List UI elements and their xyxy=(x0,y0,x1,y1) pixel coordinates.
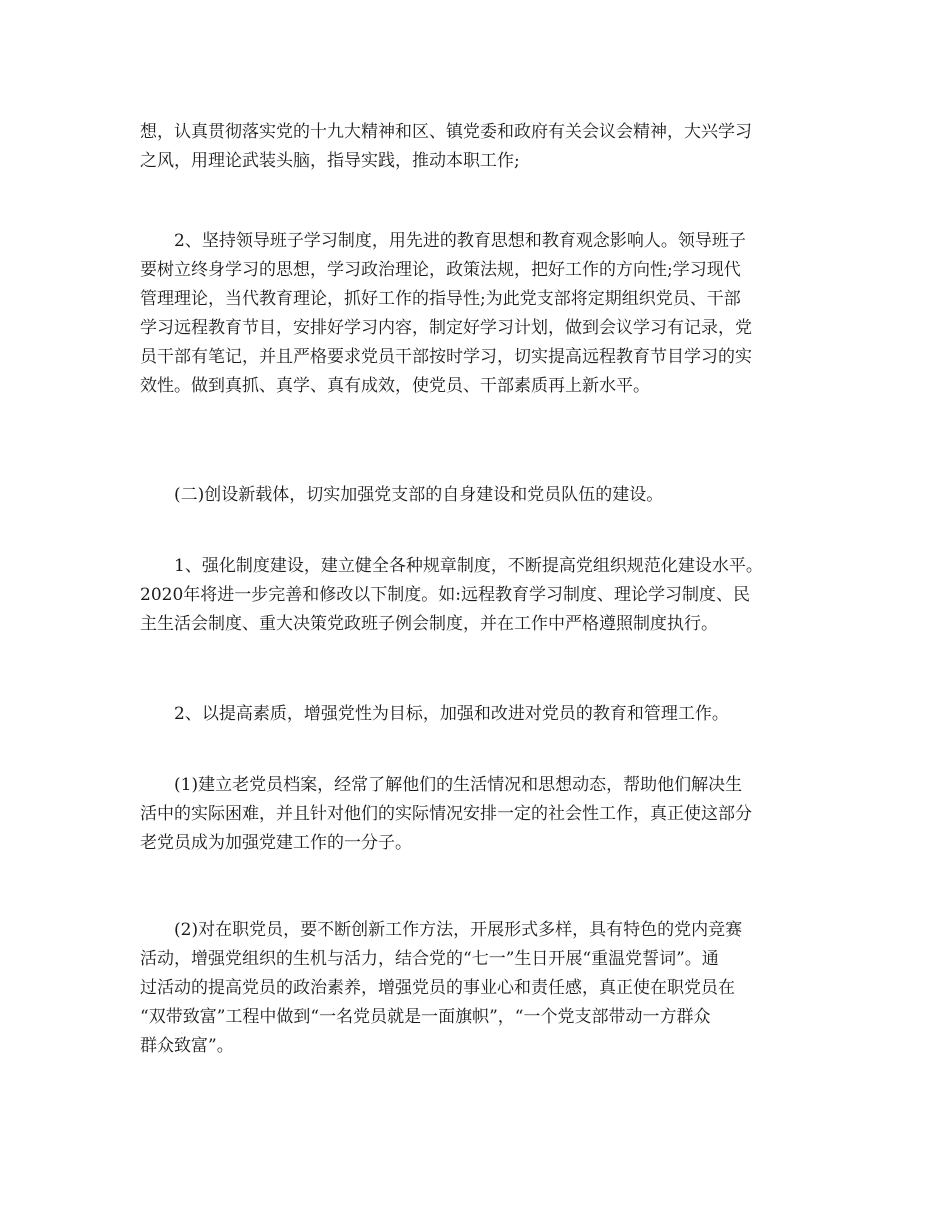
text-line: 想，认真贯彻落实党的十九大精神和区、镇党委和政府有关会议会精神，大兴学习 xyxy=(140,122,752,142)
text-line: 2020年将进一步完善和修改以下制度。如:远程教育学习制度、理论学习制度、民 xyxy=(140,585,750,605)
text-line: 学习远程教育节目，安排好学习内容，制定好学习计划，做到会议学习有记录，党 xyxy=(140,318,752,338)
text-line: 2、坚持领导班子学习制度，用先进的教育思想和教育观念影响人。领导班子 xyxy=(174,231,746,251)
text-line: 过活动的提高党员的政治素养，增强党员的事业心和责任感，真正使在职党员在 xyxy=(140,978,735,998)
paragraph-continuation xyxy=(140,118,820,176)
text-line: 老党员成为加强党建工作的一分子。 xyxy=(140,833,412,853)
paragraph-veteran-members xyxy=(140,771,820,858)
text-line: 2、以提高素质，增强党性为目标，加强和改进对党员的教育和管理工作。 xyxy=(174,704,729,724)
paragraph-study-system xyxy=(140,227,820,401)
text-line: “双带致富”工程中做到“一名党员就是一面旗帜”，“一个党支部带动一方群众 xyxy=(140,1007,711,1027)
text-line: (2)对在职党员，要不断创新工作方法，开展形式多样，具有特色的党内竞赛 xyxy=(174,920,743,940)
text-line: 效性。做到真抓、真学、真有成效，使党员、干部素质再上新水平。 xyxy=(140,376,650,396)
text-line: 群众致富”。 xyxy=(140,1036,234,1056)
paragraph-active-members xyxy=(140,916,820,1061)
section-heading xyxy=(140,481,820,510)
text-line: 要树立终身学习的思想，学习政治理论，政策法规，把好工作的方向性;学习现代 xyxy=(140,260,741,280)
text-line: 活中的实际困难，并且针对他们的实际情况安排一定的社会性工作，真正使这部分 xyxy=(140,804,752,824)
text-line: 员干部有笔记，并且严格要求党员干部按时学习，切实提高远程教育节目学习的实 xyxy=(140,347,752,367)
text-line: 活动，增强党组织的生机与活力，结合党的“七一”生日开展“重温党誓词”。通 xyxy=(140,949,719,969)
paragraph-system-building xyxy=(140,552,820,639)
text-line: 之风，用理论武装头脑，指导实践，推动本职工作; xyxy=(140,151,520,171)
text-line: (二)创设新载体，切实加强党支部的自身建设和党员队伍的建设。 xyxy=(174,485,664,505)
text-line: 1、强化制度建设，建立健全各种规章制度，不断提高党组织规范化建设水平。 xyxy=(174,556,763,576)
text-line: 主生活会制度、重大决策党政班子例会制度，并在工作中严格遵照制度执行。 xyxy=(140,614,718,634)
paragraph-quality-goal xyxy=(140,700,820,729)
text-line: (1)建立老党员档案，经常了解他们的生活情况和思想动态，帮助他们解决生 xyxy=(174,775,743,795)
text-line: 管理理论，当代教育理论，抓好工作的指导性;为此党支部将定期组织党员、干部 xyxy=(140,289,741,309)
